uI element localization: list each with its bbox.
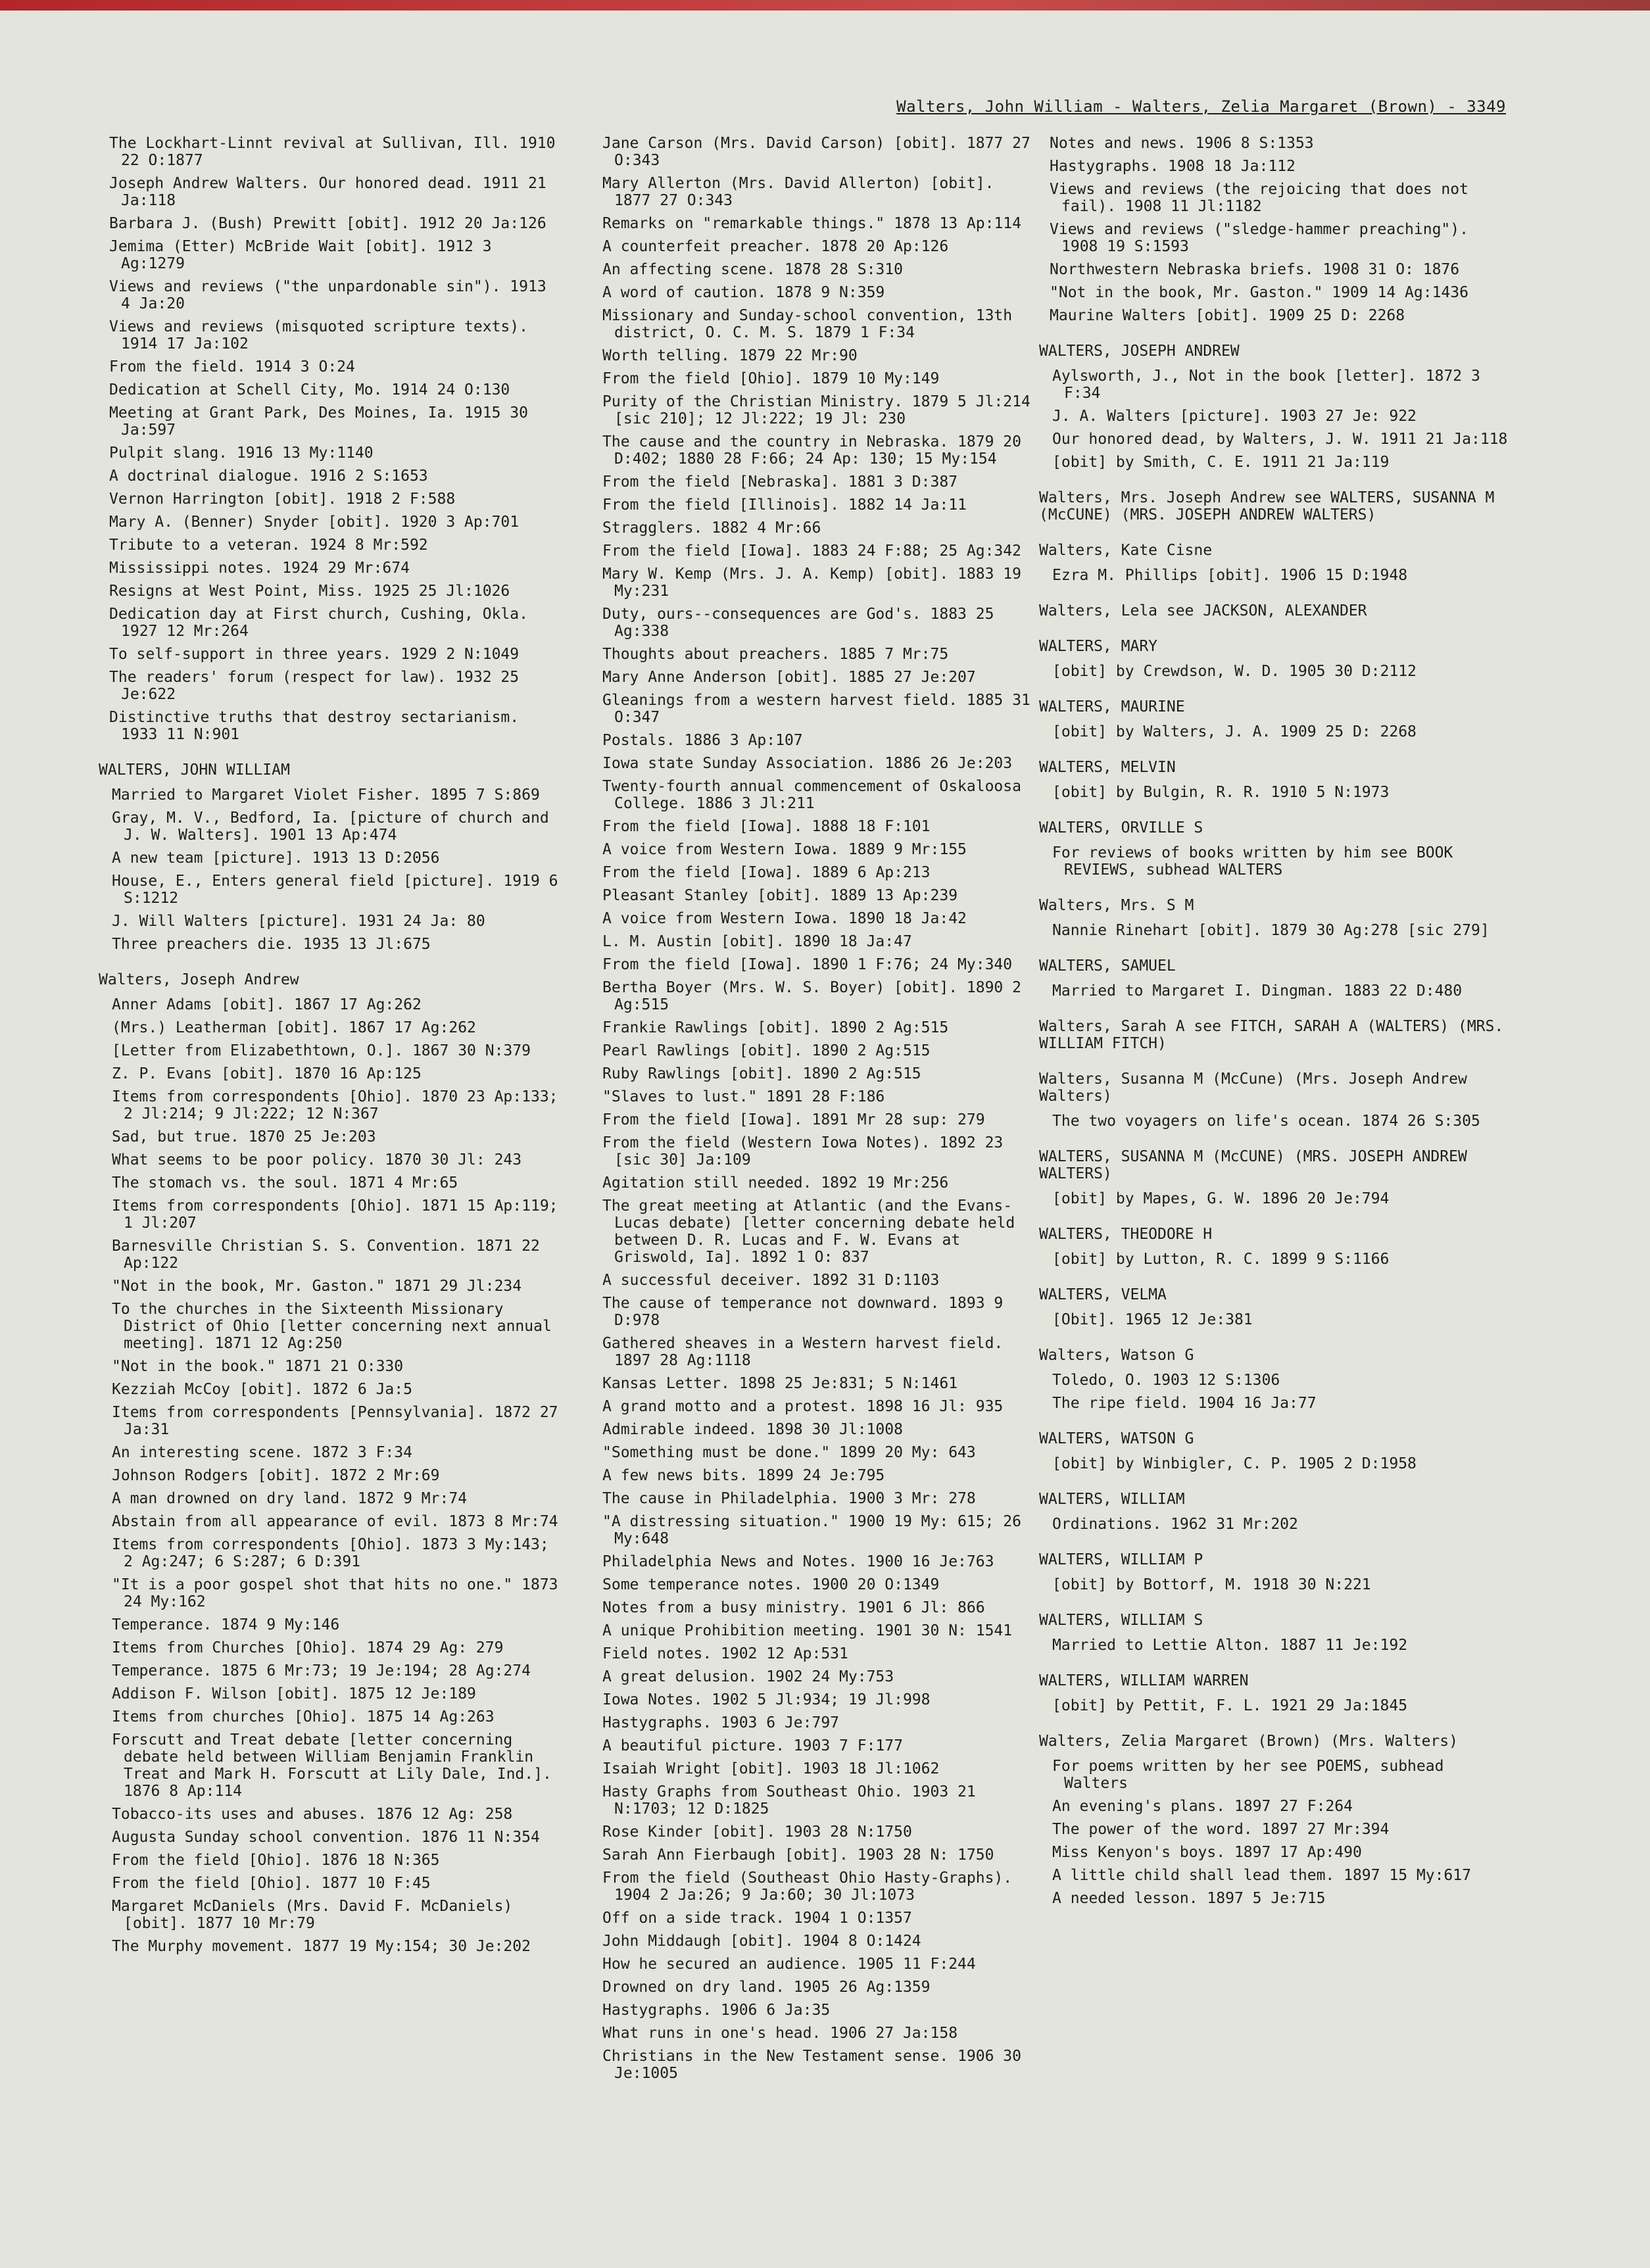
index-entry: How he secured an audience. 1905 11 F:244: [602, 1956, 976, 1973]
index-entry: What seems to be poor policy. 1870 30 Jl: 243: [112, 1151, 522, 1169]
index-heading: Walters, Lela see JACKSON, ALEXANDER: [1039, 602, 1367, 619]
index-entry: Addison F. Wilson [obit]. 1875 12 Je:189: [112, 1685, 476, 1702]
index-entry: The Lockhart-Linnt revival at Sullivan, Ill. 1910 22 O:1877: [109, 135, 556, 169]
index-entry: The Murphy movement. 1877 19 My:154; 30 Je:202: [112, 1938, 531, 1955]
index-entry: [obit] by Winbigler, C. P. 1905 2 D:1958: [1052, 1455, 1417, 1472]
entry-list: [1039, 1113, 1513, 1130]
index-entry: [obit] by Bulgin, R. R. 1910 5 N:1973: [1052, 784, 1390, 801]
index-entry: From the field. 1914 3 O:24: [109, 358, 355, 375]
index-entry: The great meeting at Atlantic (and the Evans-Lucas debate) [letter concerning debate held between D. R. Lucas and F. W. Evans at Griswold, Ia]. 1892 1 O: 837: [602, 1197, 1015, 1266]
index-entry: Married to Margaret I. Dingman. 1883 22 D:480: [1052, 982, 1463, 1000]
index-entry: Forscutt and Treat debate [letter concerning debate held between William Benjamin Franklin Treat and Mark H. Forscutt at Lily Dale, Ind.]. 1876 8 Ap:114: [112, 1731, 552, 1800]
index-entry: From the field (Western Iowa Notes). 1892 23 [sic 30] Ja:109: [602, 1134, 1004, 1169]
entry-list: [1039, 723, 1513, 740]
index-entry: [obit] by Pettit, F. L. 1921 29 Ja:1845: [1052, 1697, 1408, 1714]
index-entry: Miss Kenyon's boys. 1897 17 Ap:490: [1052, 1844, 1362, 1861]
index-heading: WALTERS, WATSON G: [1039, 1430, 1194, 1447]
index-entry: Nannie Rinehart [obit]. 1879 30 Ag:278 [sic 279]: [1052, 922, 1490, 939]
entry-list: [1039, 1576, 1513, 1593]
index-entry: A great delusion. 1902 24 My:753: [602, 1668, 894, 1685]
index-entry: [obit] by Crewdson, W. D. 1905 30 D:2112: [1052, 663, 1417, 680]
index-entry: An interesting scene. 1872 3 F:34: [112, 1444, 412, 1461]
index-entry: The cause of temperance not downward. 1893 9 D:978: [602, 1295, 1004, 1329]
column-2: [592, 135, 1039, 2088]
index-entry: Stragglers. 1882 4 Mr:66: [602, 519, 821, 537]
entry-list: [1039, 1372, 1513, 1412]
index-entry: From the field [Ohio]. 1876 18 N:365: [112, 1852, 440, 1869]
index-entry: Toledo, O. 1903 12 S:1306: [1052, 1372, 1280, 1389]
index-entry: What runs in one's head. 1906 27 Ja:158: [602, 2025, 958, 2042]
index-entry: Worth telling. 1879 22 Mr:90: [602, 347, 858, 364]
index-entry: Drowned on dry land. 1905 26 Ag:1359: [602, 1979, 931, 1996]
index-entry: The cause in Philadelphia. 1900 3 Mr: 278: [602, 1490, 976, 1507]
index-entry: Items from correspondents [Pennsylvania]. 1872 27 Ja:31: [112, 1404, 558, 1438]
index-entry: From the field [Iowa]. 1889 6 Ap:213: [602, 864, 931, 881]
index-entry: A needed lesson. 1897 5 Je:715: [1052, 1890, 1326, 1907]
index-entry: Items from correspondents [Ohio]. 1873 3 My:143; 2 Ag:247; 6 S:287; 6 D:391: [112, 1536, 549, 1570]
index-heading: WALTERS, ORVILLE S: [1039, 819, 1203, 836]
entry-list: [1039, 1251, 1513, 1268]
index-entry: Jane Carson (Mrs. David Carson) [obit]. 1877 27 O:343: [602, 135, 1031, 169]
index-entry: [obit] by Lutton, R. C. 1899 9 S:1166: [1052, 1251, 1390, 1268]
index-entry: Augusta Sunday school convention. 1876 11 N:354: [112, 1829, 540, 1846]
index-heading: WALTERS, JOSEPH ANDREW: [1039, 343, 1240, 360]
index-entry: Hastygraphs. 1908 18 Ja:112: [1050, 158, 1296, 175]
index-entry: [obit] by Mapes, G. W. 1896 20 Je:794: [1052, 1190, 1390, 1207]
index-entry: A counterfeit preacher. 1878 20 Ap:126: [602, 238, 949, 255]
index-heading: Walters, Susanna M (McCune) (Mrs. Joseph Andrew Walters): [1039, 1071, 1467, 1105]
index-entry: Mary A. (Benner) Snyder [obit]. 1920 3 Ap:701: [109, 514, 520, 531]
index-entry: Anner Adams [obit]. 1867 17 Ag:262: [112, 996, 422, 1013]
index-entry: Gathered sheaves in a Western harvest field. 1897 28 Ag:1118: [602, 1335, 1004, 1369]
index-entry: Items from correspondents [Ohio]. 1871 15 Ap:119; 1 Jl:207: [112, 1197, 558, 1232]
index-entry: Married to Lettie Alton. 1887 11 Je:192: [1052, 1637, 1408, 1654]
index-entry: To self-support in three years. 1929 2 N:1049: [109, 646, 520, 663]
entry-list: [1039, 982, 1513, 1000]
index-entry: Meeting at Grant Park, Des Moines, Ia. 1915 30 Ja:597: [109, 404, 528, 439]
column-1: [99, 135, 559, 1961]
index-entry: Thoughts about preachers. 1885 7 Mr:75: [602, 646, 949, 663]
index-entry: From the field [Iowa]. 1888 18 F:101: [602, 818, 931, 835]
index-entry: Vernon Harrington [obit]. 1918 2 F:588: [109, 491, 456, 508]
index-entry: Views and reviews ("the unpardonable sin"). 1913 4 Ja:20: [109, 278, 546, 312]
index-heading: Walters, Mrs. S M: [1039, 897, 1194, 914]
index-entry: "A distressing situation." 1900 19 My: 615; 26 My:648: [602, 1513, 1021, 1547]
index-entry: A new team [picture]. 1913 13 D:2056: [112, 850, 440, 867]
index-entry: For poems written by her see POEMS, subhead Walters: [1052, 1758, 1444, 1792]
index-entry: Z. P. Evans [obit]. 1870 16 Ap:125: [112, 1065, 422, 1082]
index-entry: "Not in the book, Mr. Gaston." 1909 14 Ag:1436: [1050, 284, 1468, 301]
index-entry: "It is a poor gospel shot that hits no one." 1873 24 My:162: [112, 1576, 558, 1610]
index-heading: WALTERS, MELVIN: [1039, 759, 1176, 776]
index-entry: [obit] by Smith, C. E. 1911 21 Ja:119: [1052, 454, 1390, 471]
index-entry: Views and reviews (the rejoicing that does not fail). 1908 11 Jl:1182: [1050, 181, 1468, 215]
index-entry: A few news bits. 1899 24 Je:795: [602, 1467, 885, 1484]
index-entry: Abstain from all appearance of evil. 1873 8 Mr:74: [112, 1513, 558, 1530]
index-entry: A little child shall lead them. 1897 15 My:617: [1052, 1867, 1471, 1884]
index-entry: Aylsworth, J., Not in the book [letter]. 1872 3 F:34: [1052, 368, 1480, 402]
index-entry: Pulpit slang. 1916 13 My:1140: [109, 445, 374, 462]
index-entry: Iowa Notes. 1902 5 Jl:934; 19 Jl:998: [602, 1691, 931, 1708]
index-entry: Sad, but true. 1870 25 Je:203: [112, 1128, 376, 1146]
index-entry: From the field (Southeast Ohio Hasty-Graphs). 1904 2 Ja:26; 9 Ja:60; 30 Jl:1073: [602, 1870, 1013, 1904]
index-entry: Duty, ours--consequences are God's. 1883 25 Ag:338: [602, 606, 994, 640]
index-entry: Hastygraphs. 1906 6 Ja:35: [602, 2002, 831, 2019]
index-entry: A voice from Western Iowa. 1890 18 Ja:42: [602, 910, 967, 927]
index-entry: An evening's plans. 1897 27 F:264: [1052, 1798, 1353, 1815]
entry-list: [592, 135, 1039, 2082]
index-entry: Hastygraphs. 1903 6 Je:797: [602, 1714, 840, 1731]
index-heading: Walters, Kate Cisne: [1039, 542, 1213, 559]
index-heading: WALTERS, MAURINE: [1039, 698, 1185, 715]
index-entry: From the field [Iowa]. 1883 24 F:88; 25 Ag:342: [602, 543, 1021, 560]
index-entry: The stomach vs. the soul. 1871 4 Mr:65: [112, 1174, 458, 1192]
index-entry: Notes from a busy ministry. 1901 6 Jl: 866: [602, 1599, 985, 1616]
index-heading: WALTERS, WILLIAM S: [1039, 1612, 1203, 1629]
index-entry: Christians in the New Testament sense. 1906 30 Je:1005: [602, 2048, 1021, 2082]
index-entry: From the field [Iowa]. 1890 1 F:76; 24 My:340: [602, 956, 1013, 973]
index-entry: The two voyagers on life's ocean. 1874 26 S:305: [1052, 1113, 1480, 1130]
index-entry: Distinctive truths that destroy sectarianism. 1933 11 N:901: [109, 709, 520, 743]
index-entry: An affecting scene. 1878 28 S:310: [602, 261, 903, 278]
index-entry: Hasty Graphs from Southeast Ohio. 1903 21 N:1703; 12 D:1825: [602, 1783, 976, 1818]
index-entry: [Letter from Elizabethtown, O.]. 1867 30 N:379: [112, 1042, 531, 1059]
index-entry: Items from Churches [Ohio]. 1874 29 Ag: 279: [112, 1639, 504, 1656]
index-entry: John Middaugh [obit]. 1904 8 O:1424: [602, 1933, 921, 1950]
index-entry: J. Will Walters [picture]. 1931 24 Ja: 80: [112, 913, 485, 930]
index-entry: A successful deceiver. 1892 31 D:1103: [602, 1272, 940, 1289]
index-entry: Northwestern Nebraska briefs. 1908 31 O: 1876: [1050, 261, 1460, 278]
index-entry: The power of the word. 1897 27 Mr:394: [1052, 1821, 1390, 1838]
index-entry: Gleanings from a western harvest field. 1885 31 O:347: [602, 692, 1031, 726]
index-entry: Twenty-fourth annual commencement of Oskaloosa College. 1886 3 Jl:211: [602, 778, 1021, 812]
index-entry: Iowa state Sunday Association. 1886 26 Je:203: [602, 755, 1013, 772]
index-entry: House, E., Enters general field [picture]. 1919 6 S:1212: [112, 873, 558, 907]
index-entry: "Slaves to lust." 1891 28 F:186: [602, 1088, 885, 1105]
index-entry: The ripe field. 1904 16 Ja:77: [1052, 1395, 1317, 1412]
index-entry: Views and reviews (misquoted scripture texts). 1914 17 Ja:102: [109, 318, 528, 352]
entry-list: [1039, 1758, 1513, 1907]
entry-list: [1039, 1455, 1513, 1472]
index-entry: Sarah Ann Fierbaugh [obit]. 1903 28 N: 1750: [602, 1846, 994, 1864]
index-entry: Isaiah Wright [obit]. 1903 18 Jl:1062: [602, 1760, 940, 1777]
entry-list: [1039, 1697, 1513, 1714]
index-entry: Postals. 1886 3 Ap:107: [602, 732, 803, 749]
index-entry: Maurine Walters [obit]. 1909 25 D: 2268: [1050, 307, 1405, 324]
index-entry: Missionary and Sunday-school convention, 13th district, O. C. M. S. 1879 1 F:34: [602, 307, 1013, 341]
index-entry: The cause and the country in Nebraska. 1879 20 D:402; 1880 28 F:66; 24 Ap: 130; 15 My:154: [602, 433, 1021, 468]
index-heading: WALTERS, WILLIAM P: [1039, 1551, 1203, 1568]
index-entry: Ruby Rawlings [obit]. 1890 2 Ag:515: [602, 1065, 921, 1082]
entry-list: [1039, 1311, 1513, 1328]
entry-list: [99, 996, 559, 1955]
entry-list: [1039, 1190, 1513, 1207]
index-entry: Notes and news. 1906 8 S:1353: [1050, 135, 1314, 152]
index-heading: Walters, Zelia Margaret (Brown) (Mrs. Walters): [1039, 1733, 1458, 1750]
index-entry: Gray, M. V., Bedford, Ia. [picture of church and J. W. Walters]. 1901 13 Ap:474: [112, 809, 549, 844]
index-entry: L. M. Austin [obit]. 1890 18 Ja:47: [602, 933, 912, 950]
index-entry: The readers' forum (respect for law). 1932 25 Je:622: [109, 669, 520, 703]
index-heading: WALTERS, SAMUEL: [1039, 957, 1176, 975]
index-heading: Walters, Mrs. Joseph Andrew see WALTERS, SUSANNA M (McCUNE) (MRS. JOSEPH ANDREW WALTERS): [1039, 489, 1495, 523]
index-entry: Mary Allerton (Mrs. David Allerton) [obit]. 1877 27 O:343: [602, 175, 994, 209]
entry-list: [1039, 922, 1513, 939]
index-entry: Off on a side track. 1904 1 O:1357: [602, 1910, 912, 1927]
index-entry: Some temperance notes. 1900 20 O:1349: [602, 1576, 940, 1593]
entry-list: [1039, 844, 1513, 879]
index-entry: Three preachers die. 1935 13 Jl:675: [112, 936, 431, 953]
index-entry: Joseph Andrew Walters. Our honored dead. 1911 21 Ja:118: [109, 175, 546, 209]
index-entry: (Mrs.) Leatherman [obit]. 1867 17 Ag:262: [112, 1019, 476, 1036]
index-entry: Barbara J. (Bush) Prewitt [obit]. 1912 20 Ja:126: [109, 215, 546, 232]
index-entry: Barnesville Christian S. S. Convention. 1871 22 Ap:122: [112, 1238, 540, 1272]
index-entry: From the field [Illinois]. 1882 14 Ja:11: [602, 496, 967, 514]
index-entry: Temperance. 1874 9 My:146: [112, 1616, 340, 1633]
index-entry: From the field [Ohio]. 1877 10 F:45: [112, 1875, 431, 1892]
entry-list: [1039, 1516, 1513, 1533]
index-entry: Items from correspondents [Ohio]. 1870 23 Ap:133; 2 Jl:214; 9 Jl:222; 12 N:367: [112, 1088, 558, 1122]
index-entry: Purity of the Christian Ministry. 1879 5 Jl:214 [sic 210]; 12 Jl:222; 19 Jl: 230: [602, 393, 1031, 427]
index-entry: Ezra M. Phillips [obit]. 1906 15 D:1948: [1052, 567, 1408, 584]
index-entry: Resigns at West Point, Miss. 1925 25 Jl:1026: [109, 583, 510, 600]
entry-list: [1039, 135, 1513, 324]
entry-list: [1039, 784, 1513, 801]
index-entry: From the field [Iowa]. 1891 Mr 28 sup: 279: [602, 1111, 985, 1128]
index-heading: WALTERS, WILLIAM WARREN: [1039, 1672, 1249, 1689]
index-entry: Philadelphia News and Notes. 1900 16 Je:763: [602, 1553, 994, 1570]
index-entry: A word of caution. 1878 9 N:359: [602, 284, 885, 301]
index-entry: Bertha Boyer (Mrs. W. S. Boyer) [obit]. 1890 2 Ag:515: [602, 979, 1021, 1013]
index-entry: Margaret McDaniels (Mrs. David F. McDaniels) [obit]. 1877 10 Mr:79: [112, 1898, 513, 1932]
index-heading: Walters, Watson G: [1039, 1347, 1194, 1364]
index-entry: Agitation still needed. 1892 19 Mr:256: [602, 1174, 949, 1192]
index-entry: Our honored dead, by Walters, J. W. 1911 21 Ja:118: [1052, 431, 1508, 448]
page-top-edge: [0, 0, 1650, 11]
index-entry: Pleasant Stanley [obit]. 1889 13 Ap:239: [602, 887, 958, 904]
index-entry: Views and reviews ("sledge-hammer preaching"). 1908 19 S:1593: [1050, 221, 1468, 255]
index-entry: Mississippi notes. 1924 29 Mr:674: [109, 560, 410, 577]
index-entry: [obit] by Bottorf, M. 1918 30 N:221: [1052, 1576, 1371, 1593]
index-entry: Tribute to a veteran. 1924 8 Mr:592: [109, 537, 428, 554]
index-entry: Items from churches [Ohio]. 1875 14 Ag:263: [112, 1708, 495, 1725]
index-entry: Field notes. 1902 12 Ap:531: [602, 1645, 848, 1662]
index-entry: From the field [Nebraska]. 1881 3 D:387: [602, 473, 958, 491]
index-entry: Mary W. Kemp (Mrs. J. A. Kemp) [obit]. 1883 19 My:231: [602, 566, 1021, 600]
index-entry: "Something must be done." 1899 20 My: 643: [602, 1444, 976, 1461]
index-entry: Frankie Rawlings [obit]. 1890 2 Ag:515: [602, 1019, 949, 1036]
index-entry: Dedication day at First church, Cushing, Okla. 1927 12 Mr:264: [109, 606, 528, 640]
index-entry: Remarks on "remarkable things." 1878 13 Ap:114: [602, 215, 1021, 232]
index-entry: Temperance. 1875 6 Mr:73; 19 Je:194; 28 Ag:274: [112, 1662, 531, 1679]
index-entry: Mary Anne Anderson [obit]. 1885 27 Je:207: [602, 669, 976, 686]
index-entry: J. A. Walters [picture]. 1903 27 Je: 922: [1052, 408, 1417, 425]
index-entry: A unique Prohibition meeting. 1901 30 N: 1541: [602, 1622, 1013, 1639]
column-3: [1039, 135, 1513, 1913]
entry-list: [1039, 567, 1513, 584]
index-entry: Married to Margaret Violet Fisher. 1895 7 S:869: [112, 786, 540, 804]
index-entry: A doctrinal dialogue. 1916 2 S:1653: [109, 468, 428, 485]
index-entry: Kansas Letter. 1898 25 Je:831; 5 N:1461: [602, 1375, 958, 1392]
index-entry: From the field [Ohio]. 1879 10 My:149: [602, 370, 940, 387]
entry-list: [99, 786, 559, 953]
index-heading: WALTERS, THEODORE H: [1039, 1226, 1213, 1243]
index-entry: For reviews of books written by him see BOOK REVIEWS, subhead WALTERS: [1052, 844, 1453, 879]
index-entry: Admirable indeed. 1898 30 Jl:1008: [602, 1421, 903, 1438]
index-entry: Jemima (Etter) McBride Wait [obit]. 1912 3 Ag:1279: [109, 238, 492, 272]
index-entry: Dedication at Schell City, Mo. 1914 24 O:130: [109, 381, 510, 398]
index-entry: Kezziah McCoy [obit]. 1872 6 Ja:5: [112, 1381, 412, 1398]
index-entry: Ordinations. 1962 31 Mr:202: [1052, 1516, 1298, 1533]
index-entry: A man drowned on dry land. 1872 9 Mr:74: [112, 1490, 468, 1507]
entry-list: [1039, 663, 1513, 680]
index-entry: Pearl Rawlings [obit]. 1890 2 Ag:515: [602, 1042, 931, 1059]
index-heading: Walters, Sarah A see FITCH, SARAH A (WALTERS) (MRS. WILLIAM FITCH): [1039, 1018, 1504, 1052]
index-entry: A voice from Western Iowa. 1889 9 Mr:155: [602, 841, 967, 858]
index-entry: "Not in the book, Mr. Gaston." 1871 29 Jl:234: [112, 1278, 522, 1295]
index-heading: WALTERS, SUSANNA M (McCUNE) (MRS. JOSEPH ANDREW WALTERS): [1039, 1148, 1467, 1182]
index-entry: To the churches in the Sixteenth Missionary District of Ohio [letter concerning next annual meeting]. 1871 12 Ag:250: [112, 1301, 552, 1352]
index-entry: [obit] by Walters, J. A. 1909 25 D: 2268: [1052, 723, 1417, 740]
index-heading: WALTERS, JOHN WILLIAM: [99, 761, 290, 779]
index-heading: WALTERS, MARY: [1039, 638, 1158, 655]
index-entry: Rose Kinder [obit]. 1903 28 N:1750: [602, 1823, 912, 1841]
index-entry: [Obit]. 1965 12 Je:381: [1052, 1311, 1253, 1328]
index-entry: Johnson Rodgers [obit]. 1872 2 Mr:69: [112, 1467, 440, 1484]
index-entry: A beautiful picture. 1903 7 F:177: [602, 1737, 903, 1754]
index-entry: "Not in the book." 1871 21 O:330: [112, 1358, 404, 1375]
index-heading: Walters, Joseph Andrew: [99, 971, 299, 988]
entry-list: [1039, 368, 1513, 471]
running-header: Walters, John William - Walters, Zelia Margaret (Brown) - 3349: [896, 97, 1506, 116]
index-entry: A grand motto and a protest. 1898 16 Jl: 935: [602, 1398, 1004, 1415]
index-heading: WALTERS, WILLIAM: [1039, 1491, 1185, 1508]
entry-list: [1039, 1637, 1513, 1654]
index-entry: Tobacco-its uses and abuses. 1876 12 Ag: 258: [112, 1806, 513, 1823]
entry-list: [99, 135, 559, 743]
index-heading: WALTERS, VELMA: [1039, 1286, 1167, 1303]
